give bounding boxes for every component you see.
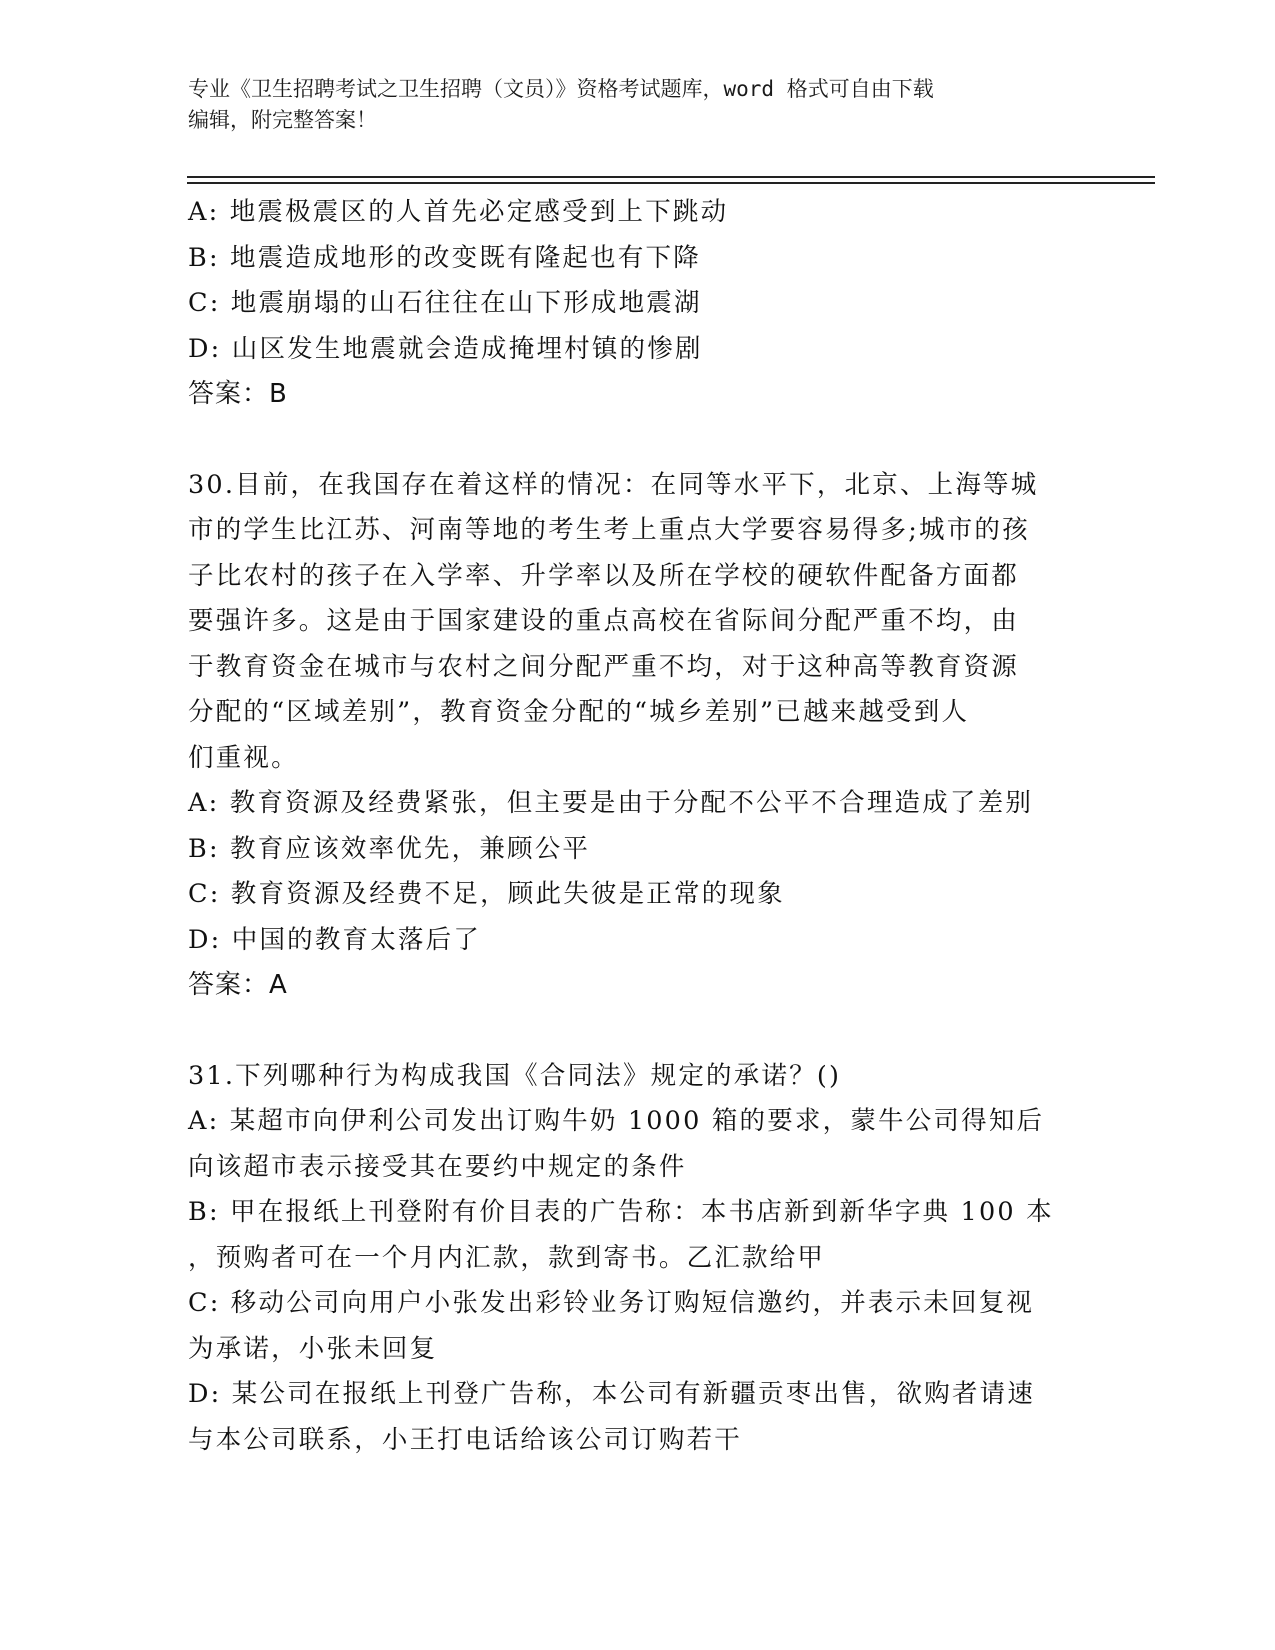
question-29-block	[188, 190, 1088, 418]
q30-stem-line: 要强许多。这是由于国家建设的重点高校在省际间分配严重不均，由	[188, 606, 1020, 636]
q31-option-a-cont: 向该超市表示接受其在要约中规定的条件	[188, 1151, 687, 1182]
q31-option-d-cont: 与本公司联系，小王打电话给该公司订购若干	[188, 1424, 743, 1455]
q31-option-b: B: 甲在报纸上刊登附有价目表的广告称：本书店新到新华字典 100 本	[188, 1197, 1054, 1227]
q29-option-a: A: 地震极震区的人首先必定感受到上下跳动	[188, 197, 729, 227]
header-rule-bottom	[187, 182, 1155, 184]
header-line-2: 编辑，附完整答案！	[188, 108, 377, 132]
q30-stem-line: 市的学生比江苏、河南等地的考生考上重点大学要容易得多;城市的孩	[188, 515, 1030, 545]
q30-option-a: A: 教育资源及经费紧张，但主要是由于分配不公平不合理造成了差别	[188, 788, 1034, 818]
q30-option-d: D: 中国的教育太落后了	[188, 924, 482, 955]
q30-answer: 答案：A	[188, 970, 288, 1000]
q30-option-b: B: 教育应该效率优先，兼顾公平	[188, 833, 591, 864]
q29-option-d: D: 山区发生地震就会造成掩埋村镇的惨剧	[188, 333, 703, 364]
q31-option-c: C: 移动公司向用户小张发出彩铃业务订购短信邀约，并表示未回复视	[188, 1288, 1035, 1318]
q29-option-c: C: 地震崩塌的山石往往在山下形成地震湖	[188, 288, 702, 318]
q30-stem-line: 于教育资金在城市与农村之间分配严重不均，对于这种高等教育资源	[188, 651, 1020, 682]
document-body	[188, 190, 1088, 1463]
q30-stem-line: 30.目前，在我国存在着这样的情况：在同等水平下，北京、上海等城	[188, 469, 1039, 500]
q30-stem-line: 分配的“区域差别”，教育资金分配的“城乡差别”已越来越受到人	[188, 697, 970, 727]
spacer	[188, 418, 1088, 463]
q30-option-c: C: 教育资源及经费不足，顾此失彼是正常的现象	[188, 879, 785, 909]
q31-option-c-cont: 为承诺，小张未回复	[188, 1333, 438, 1364]
q30-stem-line: 们重视。	[188, 742, 299, 773]
header-rule-top	[187, 176, 1155, 178]
header-line-1: 专业《卫生招聘考试之卫生招聘（文员）》资格考试题库，word 格式可自由下载	[188, 77, 934, 101]
q31-option-b-cont: ，预购者可在一个月内汇款，款到寄书。乙汇款给甲	[188, 1242, 826, 1273]
question-31-block	[188, 1054, 1088, 1464]
document-header	[188, 74, 1088, 136]
q31-option-a: A: 某超市向伊利公司发出订购牛奶 1000 箱的要求，蒙牛公司得知后	[188, 1106, 1045, 1136]
question-30-block	[188, 463, 1088, 1009]
spacer	[188, 1009, 1088, 1054]
q29-option-b: B: 地震造成地形的改变既有隆起也有下降	[188, 242, 701, 273]
q31-stem: 31.下列哪种行为构成我国《合同法》规定的承诺？()	[188, 1060, 842, 1091]
q29-answer: 答案：B	[188, 379, 288, 409]
q31-option-d: D: 某公司在报纸上刊登广告称，本公司有新疆贡枣出售，欲购者请速	[188, 1379, 1036, 1409]
q30-stem-line: 子比农村的孩子在入学率、升学率以及所在学校的硬软件配备方面都	[188, 560, 1020, 591]
